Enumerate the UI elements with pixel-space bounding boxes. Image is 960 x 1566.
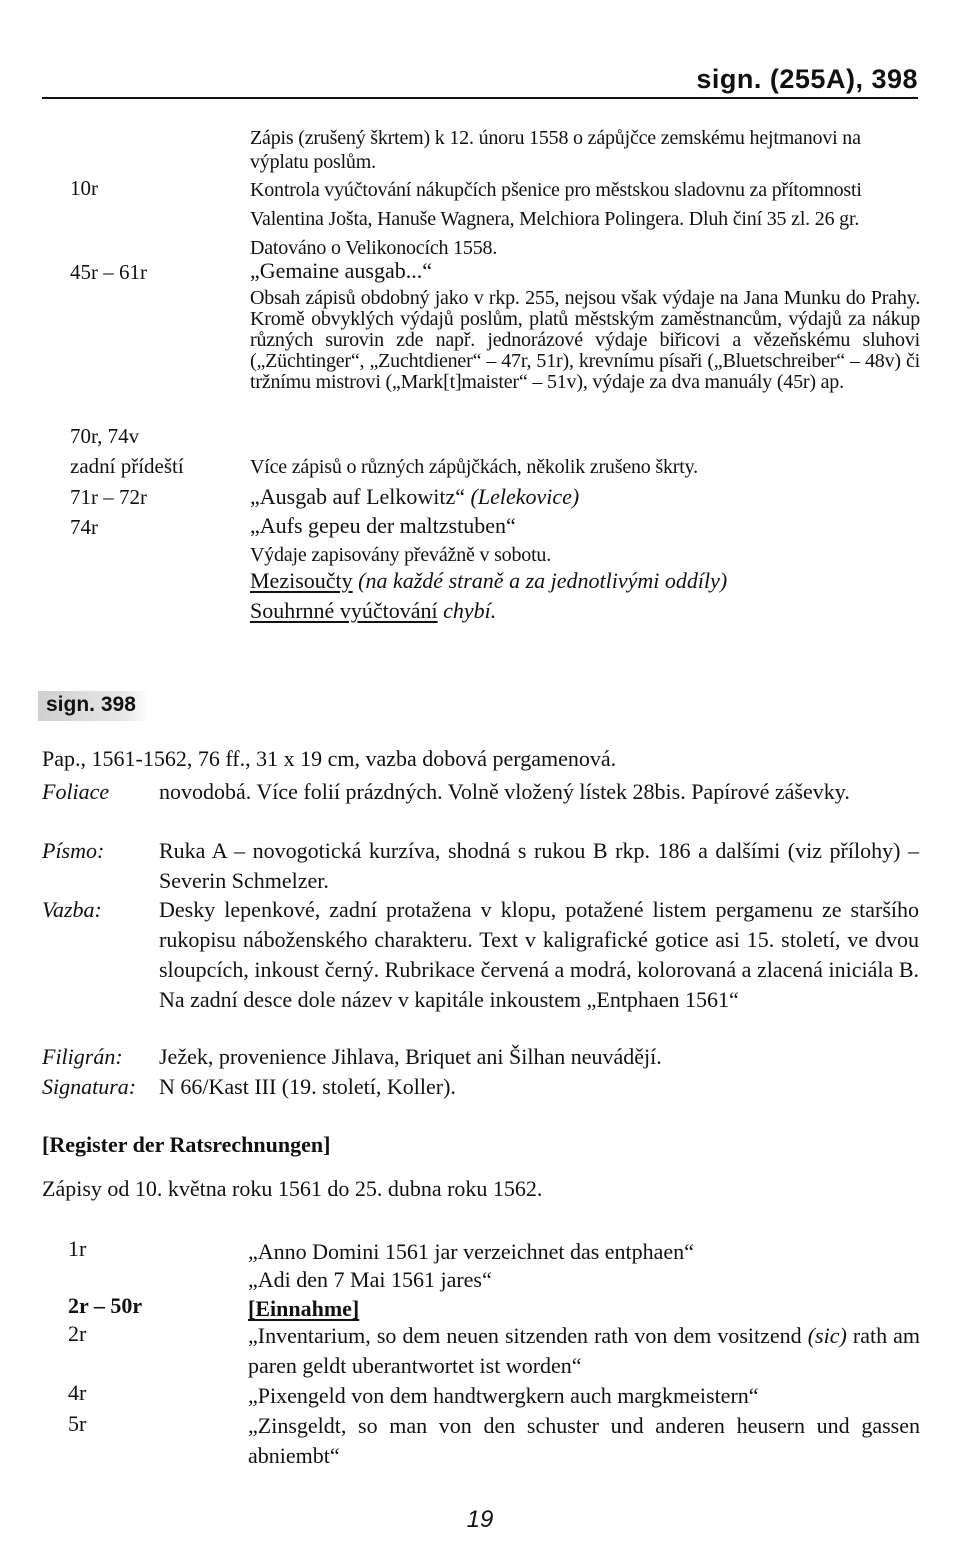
- meta-value-vazba: Desky lepenkové, zadní protažena v klopu, potažené listem pergamenu ze staršího rukopisu náboženského charakteru. Text v kaligrafické gotice asi 15. století, ve dvou sloupcích, inkoust černý. Rubrikace červená a modrá, kolorovaná a zlacená iniciála B. Na zadní desce dole název v kapitále inkoustem „Entphaen 1561“: [159, 897, 919, 1012]
- register-title: [Register der Ratsrechnungen]: [42, 1132, 331, 1157]
- meta-value-signatura: N 66/Kast III (19. století, Koller).: [159, 1074, 456, 1099]
- section-badge: sign. 398: [38, 691, 148, 721]
- register-folio-ref: 5r: [68, 1411, 87, 1436]
- entry-summary-line: [250, 598, 920, 624]
- manuscript-description: Pap., 1561-1562, 76 ff., 31 x 19 cm, vazba dobová pergamenová.: [42, 746, 617, 771]
- meta-label-filigran: Filigrán:: [42, 1044, 123, 1069]
- meta-label-pismo: Písmo:: [42, 838, 105, 863]
- page-number: 19: [466, 1506, 494, 1533]
- register-entry-sic: (sic): [807, 1323, 847, 1348]
- meta-value-foliace: novodobá. Více folií prázdných. Volně vložený lístek 28bis. Papírové záševky.: [159, 779, 850, 804]
- register-entry-line: „Adi den 7 Mai 1561 jares“: [248, 1267, 492, 1292]
- meta-label-vazba: Vazba:: [42, 897, 102, 922]
- entry-title: „Gemaine ausgab...“: [250, 258, 433, 283]
- meta-label-foliace: Foliace: [42, 779, 110, 804]
- register-folio-ref: 2r – 50r: [68, 1293, 143, 1318]
- register-entry-part: „Inventarium, so dem neuen sitzenden rath von dem vositzend: [248, 1323, 802, 1348]
- header-rule: [42, 97, 918, 99]
- entry-underlined: Mezisoučty: [250, 568, 353, 593]
- meta-value-pismo: Ruka A – novogotická kurzíva, shodná s rukou B rkp. 186 a dalšími (viz přílohy) – Severin Schmelzer.: [159, 838, 919, 893]
- entry-text: Zápis (zrušený škrtem) k 12. únoru 1558 o zápůjčce zemskému hejtmanovi na výplatu poslům.: [250, 127, 861, 173]
- entry-title: „Ausgab auf Lelkowitz“: [250, 484, 466, 509]
- meta-value-filigran: Ježek, provenience Jihlava, Briquet ani Šilhan neuvádějí.: [159, 1044, 662, 1069]
- entry-text: Obsah zápisů obdobný jako v rkp. 255, nejsou však výdaje na Jana Munku do Prahy. Kromě obvyklých výdajů poslům, platů městským zaměstnancům, výdajů za nákup různých surovin zde např. jednorázové výdaje biřicovi a vězeňskému sluhovi („Züchtinger“, „Zuchtdiener“ – 47r, 51r), krevnímu písaři („Bluetschreiber“ – 48v) či tržnímu mistrovi („Mark[t]maister“ – 51v), výdaje za dva manuály (45r) ap.: [250, 287, 920, 393]
- page-header-title: sign. (255A), 398: [696, 64, 918, 94]
- entry-title: „Aufs gepeu der maltzstuben“: [250, 513, 516, 538]
- entry-italic: (na každé straně a za jednotlivými oddíly): [358, 568, 728, 593]
- meta-label-signatura: Signatura:: [42, 1074, 137, 1099]
- entry-text: Výdaje zapisovány převážně v sobotu.: [250, 544, 552, 566]
- entry-folio-ref: 10r: [70, 176, 98, 200]
- register-folio-ref: 2r: [68, 1321, 87, 1346]
- entry-folio-ref: 45r – 61r: [70, 260, 147, 284]
- entry-title-line: [250, 484, 920, 510]
- entry-underlined: Souhrnné vyúčtování: [250, 598, 438, 623]
- entry-text: Více zápisů o různých zápůjčkách, několik zrušeno škrty.: [250, 456, 698, 478]
- register-entry-part: rath am paren geldt uberantwortet ist worden“: [248, 1323, 921, 1378]
- register-entry-line: „Anno Domini 1561 jar verzeichnet das entphaen“: [248, 1239, 694, 1264]
- entry-note: (Lelekovice): [470, 484, 580, 509]
- register-entry-text: „Pixengeld von dem handtwergkern auch margkmeistern“: [248, 1383, 759, 1408]
- register-folio-ref: 1r: [68, 1236, 87, 1261]
- register-entry-heading: [Einnahme]: [248, 1296, 360, 1321]
- entry-folio-ref: 71r – 72r: [70, 485, 147, 509]
- register-entry-text: „Zinsgeldt, so man von den schuster und anderen heusern und gassen abniembt“: [248, 1413, 920, 1468]
- entry-folio-ref: zadní přídeští: [70, 454, 184, 478]
- entry-subtotals-line: [250, 568, 920, 594]
- register-folio-ref: 4r: [68, 1380, 87, 1405]
- entry-text: Kontrola vyúčtování nákupčích pšenice pro městskou sladovnu za přítomnosti Valentina Jošta, Hanuše Wagnera, Melchiora Polingera. Dluh činí 35 zl. 26 gr. Datováno o Velikonocích 1558.: [250, 179, 862, 259]
- register-subtitle: Zápisy od 10. května roku 1561 do 25. dubna roku 1562.: [42, 1176, 543, 1201]
- register-entry-text: [248, 1321, 920, 1381]
- entry-folio-ref: 74r: [70, 515, 98, 539]
- entry-folio-ref: 70r, 74v: [70, 424, 140, 448]
- entry-italic: chybí.: [443, 598, 497, 623]
